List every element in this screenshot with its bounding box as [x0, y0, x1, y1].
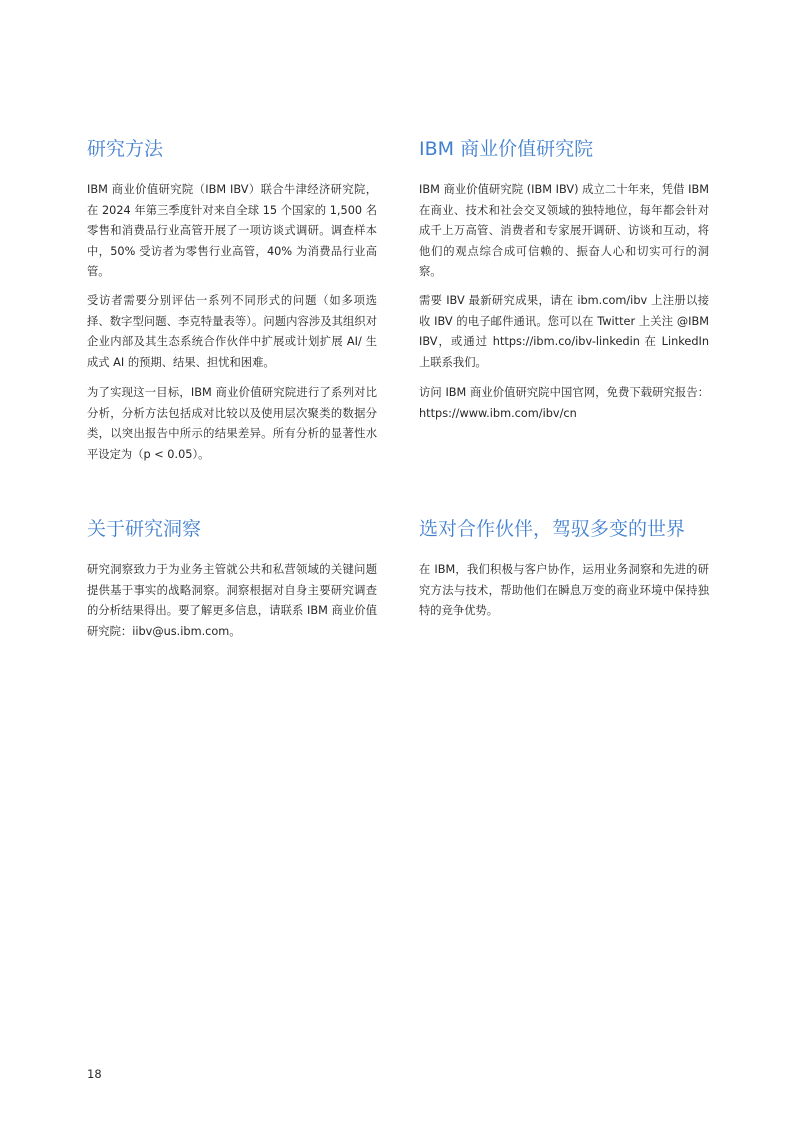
paragraph: 访问 IBM 商业价值研究院中国官网，免费下载研究报告：https://www.ibm.com/ibv/cn — [419, 386, 709, 420]
paragraph: 在 IBM，我们积极与客户协作，运用业务洞察和先进的研究方法与技术，帮助他们在瞬息万变的商业环境中保持独特的竞争优势。 — [419, 563, 709, 617]
paragraph: IBM 商业价值研究院（IBM IBV）联合牛津经济研究院，在 2024 年第三季度针对来自全球 15 个国家的 1,500 名零售和消费品行业高管开展了一项访谈式调研。调查样本中，50% 受访者为零售行业高管，40% 为消费品行业高管。 — [87, 183, 377, 278]
paragraph: 研究洞察致力于为业务主管就公共和私营领域的关键问题提供基于事实的战略洞察。洞察根据对自身主要研究调查的分析结果得出。要了解更多信息，请联系 IBM 商业价值研究院：iibv@us.ibm.com。 — [87, 563, 377, 638]
section-research-methods — [87, 136, 377, 461]
section-title: 研究方法 — [87, 138, 164, 160]
section-title: IBM 商业价值研究院 — [419, 138, 594, 160]
paragraph: 受访者需要分别评估一系列不同形式的问题（如多项选择、数字型问题、李克特量表等）。问题内容涉及其组织对企业内部及其生态系统合作伙伴中扩展或计划扩展 AI/ 生成式 AI 的预期、结果、担忧和困难。 — [87, 294, 377, 369]
section-about-research-insights — [87, 516, 377, 638]
page-number: 18 — [87, 1067, 102, 1081]
section-title: 关于研究洞察 — [87, 518, 202, 540]
section-partner — [419, 516, 709, 617]
section-ibm-ibv — [419, 136, 709, 420]
paragraph: IBM 商业价值研究院 (IBM IBV) 成立二十年来，凭借 IBM 在商业、技术和社会交叉领域的独特地位，每年都会针对成千上万高管、消费者和专家展开调研、访谈和互动，将他们的观点综合成可信赖的、振奋人心和切实可行的洞察。 — [419, 183, 709, 278]
paragraph: 需要 IBV 最新研究成果，请在 ibm.com/ibv 上注册以接收 IBV 的电子邮件通讯。您可以在 Twitter 上关注 @IBMIBV，或通过 https://ibm.co/ibv-linkedin 在 LinkedIn 上联系我们。 — [419, 294, 709, 369]
section-title: 选对合作伙伴，驾驭多变的世界 — [419, 518, 686, 540]
paragraph: 为了实现这一目标，IBM 商业价值研究院进行了系列对比分析，分析方法包括成对比较以及使用层次聚类的数据分类，以突出报告中所示的结果差异。所有分析的显著性水平设定为（p < 0.05）。 — [87, 386, 377, 461]
